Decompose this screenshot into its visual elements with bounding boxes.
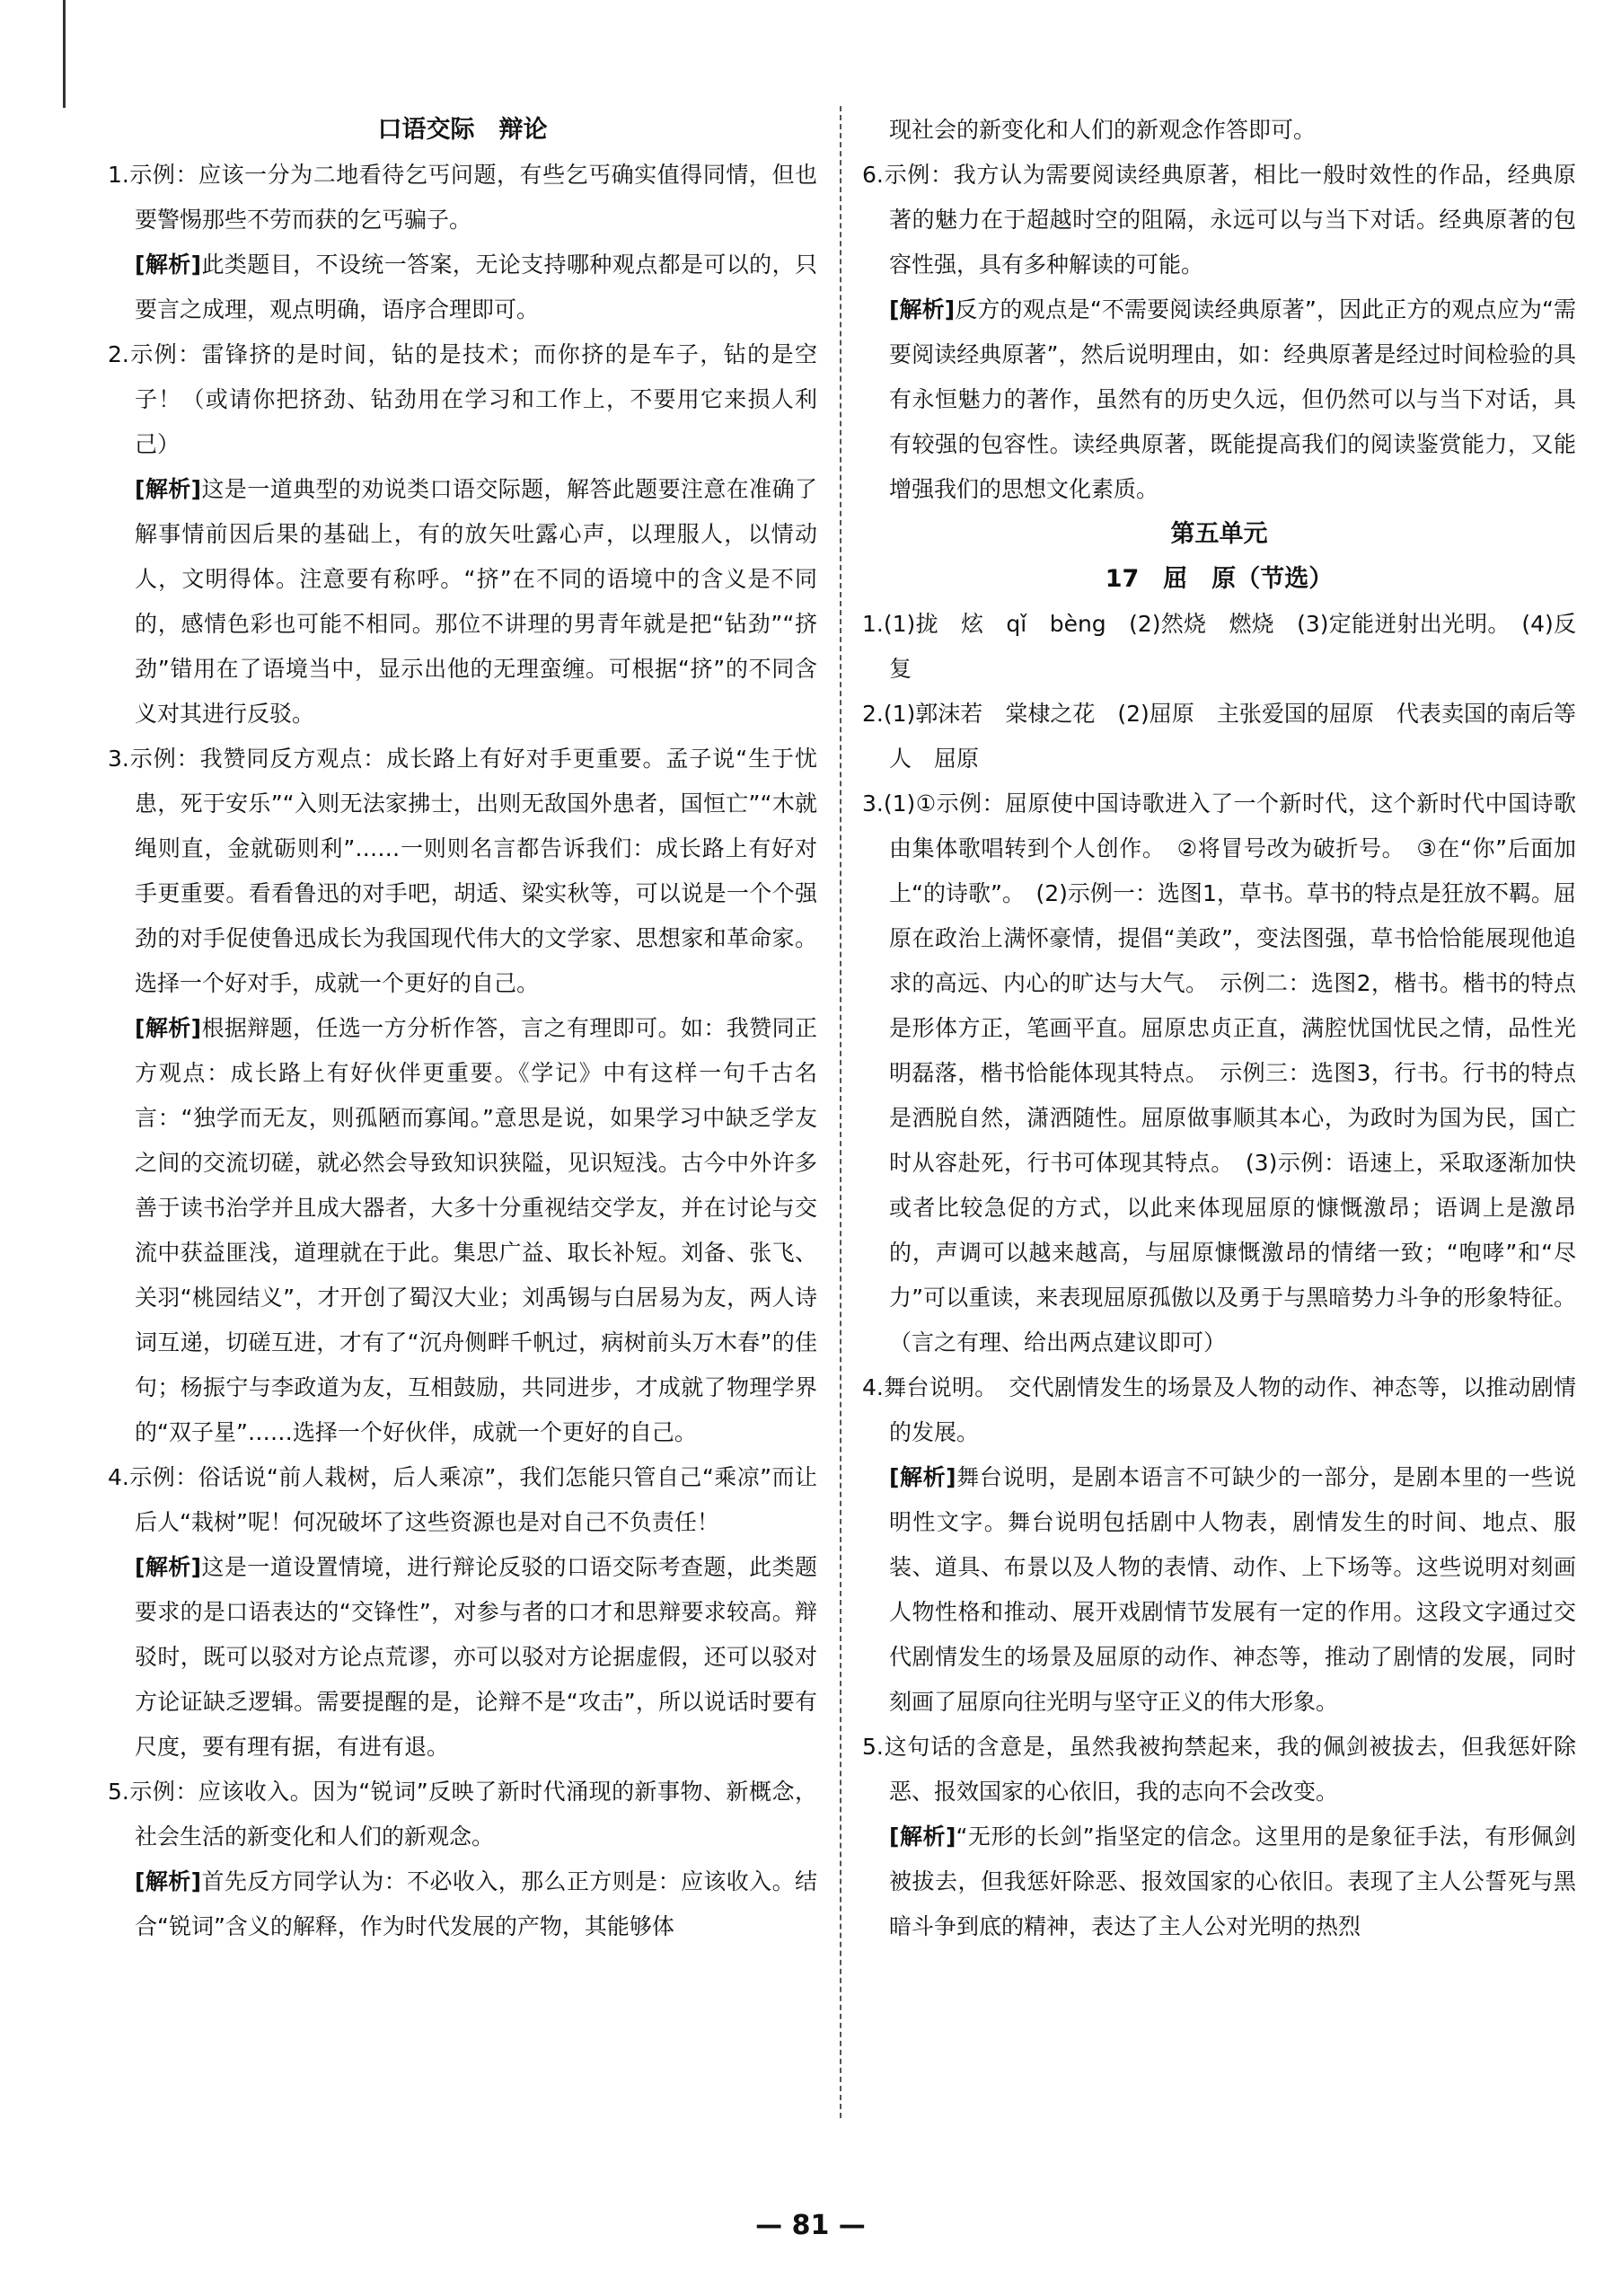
analysis-text: 反方的观点是“不需要阅读经典原著”，因此正方的观点应为“需要阅读经典原著”，然后说明理由，如：经典原著是经过时间检验的具有永恒魅力的著作，虽然有的历史久远，但仍然可以与当下对话，具有较强的包容性。读经典原著，既能提高我们的阅读鉴赏能力，又能增强我们的思想文化素质。 <box>889 296 1577 502</box>
analysis-text: 这是一道设置情境，进行辩论反驳的口语交际考查题，此类题要求的是口语表达的“交锋性”，对参与者的口才和思辩要求较高。辩驳时，既可以驳对方论点荒谬，亦可以驳对方论据虚假，还可以驳对方论证缺乏逻辑。需要提醒的是，论辩不是“攻击”，所以说话时要有尺度，要有理有据，有进有退。 <box>135 1554 817 1760</box>
answer-item <box>108 737 817 1006</box>
analysis <box>108 1006 817 1455</box>
analysis-continued: 现社会的新变化和人们的新观念作答即可。 <box>889 117 1317 143</box>
analysis <box>862 287 1576 512</box>
analysis-text: 根据辩题，任选一方分析作答，言之有理即可。如：我赞同正方观点：成长路上有好伙伴更重要。《学记》中有这样一句千古名言：“独学而无友，则孤陋而寡闻。”意思是说，如果学习中缺乏学友之间的交流切磋，就必然会导致知识狭隘，见识短浅。古今中外许多善于读书治学并且成大器者，大多十分重视结交学友，并在讨论与交流中获益匪浅，道理就在于此。集思广益、取长补短。刘备、张飞、关羽“桃园结义”，才开创了蜀汉大业；刘禹锡与白居易为友，两人诗词互递，切磋互进，才有了“沉舟侧畔千帆过，病树前头万木春”的佳句；杨振宁与李政道为友，互相鼓励，共同进步，才成就了物理学界的“双子星”……选择一个好伙伴，成就一个更好的自己。 <box>135 1015 817 1445</box>
analysis-text: 这是一道典型的劝说类口语交际题，解答此题要注意在准确了解事情前因后果的基础上，有的放矢吐露心声，以理服人，以情动人，文明得体。注意要有称呼。“挤”在不同的语境中的含义是不同的，感情色彩也可能不相同。那位不讲理的男青年就是把“钻劲”“挤劲”错用在了语境当中，显示出他的无理蛮缠。可根据“挤”的不同含义对其进行反驳。 <box>135 476 817 727</box>
item-number: 6. <box>862 162 884 188</box>
analysis-text: “无形的长剑”指坚定的信念。这里用的是象征手法，有形佩剑被拔去，但我惩奸除恶、报效国家的心依旧。表现了主人公誓死与黑暗斗争到底的精神，表达了主人公对光明的热烈 <box>889 1824 1577 1939</box>
analysis <box>862 1455 1576 1725</box>
item-number: 3. <box>108 746 129 772</box>
analysis-tag: [解析] <box>889 1464 956 1490</box>
answer-item <box>108 153 817 243</box>
answer-text: 示例：我赞同反方观点：成长路上有好对手更重要。孟子说“生于忧患，死于安乐”“入则无法家拂士，出则无敌国外患者，国恒亡”“木就绳则直，金就砺则利”……一则则名言都告诉我们：成长路上有好对手更重要。看看鲁迅的对手吧，胡适、梁实秋等，可以说是一个个强劲的对手促使鲁迅成长为我国现代伟大的文学家、思想家和革命家。选择一个好对手，成就一个更好的自己。 <box>128 746 817 996</box>
item-number: 1. <box>108 162 129 188</box>
analysis-text: 首先反方同学认为：不必收入，那么正方则是：应该收入。结合“锐词”含义的解释，作为时代发展的产物，其能够体 <box>135 1868 817 1939</box>
analysis-tag: [解析] <box>135 1554 202 1580</box>
answer-item <box>862 782 1576 1365</box>
answer-text: (1)郭沫若 棠棣之花 (2)屈原 主张爱国的屈原 代表卖国的南后等人 屈原 <box>883 701 1576 772</box>
answer-text: (1)①示例：屈原使中国诗歌进入了一个新时代，这个新时代中国诗歌由集体歌唱转到个人创作。 ②将冒号改为破折号。 ③在“你”后面加上“的诗歌”。 (2)示例一：选图1，草书。草书的特点是狂放不羁。屈原在政治上满怀豪情，提倡“美政”，变法图强，草书恰恰能展现他追求的高远、内心的旷达与大气。 示例二：选图2，楷书。楷书的特点是形体方正，笔画平直。屈原忠贞正直，满腔忧国忧民之情，品性光明磊落，楷书恰能体现其特点。 示例三：选图3，行书。行书的特点是洒脱自然，潇洒随性。屈原做事顺其本心，为政时为国为民，国亡时从容赴死，行书可体现其特点。 (3)示例：语速上，采取逐渐加快或者比较急促的方式，以此来体现屈原的慷慨激昂；语调上是激昂的，声调可以越来越高，与屈原慷慨激昂的情绪一致；“咆哮”和“尽力”可以重读，来表现屈原孤傲以及勇于与黑暗势力斗争的形象特征。（言之有理、给出两点建议即可） <box>883 790 1576 1356</box>
answer-item <box>862 1365 1576 1455</box>
analysis-text: 此类题目，不设统一答案，无论支持哪种观点都是可以的，只要言之成理，观点明确，语序合理即可。 <box>135 252 817 322</box>
answer-item <box>862 602 1576 692</box>
item-number: 4. <box>108 1464 129 1490</box>
answer-item <box>108 1455 817 1545</box>
right-column <box>862 108 1576 1949</box>
analysis-tag: [解析] <box>135 1868 202 1894</box>
answer-text: 示例：雷锋挤的是时间，钻的是技术；而你挤的是车子，钻的是空子！（或请你把挤劲、钻劲用在学习和工作上，不要用它来损人利己） <box>128 341 817 457</box>
unit-title: 第五单元 <box>1170 520 1268 548</box>
answer-text: 示例：应该收入。因为“锐词”反映了新时代涌现的新事物、新概念，社会生活的新变化和人们的新观念。 <box>128 1779 817 1850</box>
binding-line <box>63 0 66 108</box>
answer-text: (1)拢 炫 qǐ bèng (2)然烧 燃烧 (3)定能迸射出光明。 (4)反复 <box>883 611 1576 682</box>
section-title: 口语交际 辩论 <box>377 116 548 144</box>
lesson-title: 17 屈 原（节选） <box>1105 565 1334 593</box>
item-number: 1. <box>862 611 884 637</box>
answer-text: 示例：我方认为需要阅读经典原著，相比一般时效性的作品，经典原著的魅力在于超越时空的阻隔，永远可以与当下对话。经典原著的包容性强，具有多种解读的可能。 <box>883 162 1576 278</box>
analysis-tag: [解析] <box>135 1015 202 1041</box>
analysis <box>862 1815 1576 1949</box>
answer-text: 这句话的含意是，虽然我被拘禁起来，我的佩剑被拔去，但我惩奸除恶、报效国家的心依旧，我的志向不会改变。 <box>883 1734 1576 1805</box>
item-number: 2. <box>108 341 129 367</box>
answer-item <box>862 692 1576 782</box>
item-number: 2. <box>862 701 884 727</box>
page-number: — 81 — <box>755 2210 866 2241</box>
item-number: 5. <box>862 1734 884 1760</box>
answer-item <box>108 1770 817 1859</box>
answer-item <box>862 153 1576 287</box>
item-number: 4. <box>862 1374 884 1400</box>
analysis <box>108 243 817 332</box>
answer-text: 示例：俗话说“前人栽树，后人乘凉”，我们怎能只管自己“乘凉”而让后人“栽树”呢！何况破坏了这些资源也是对自己不负责任！ <box>128 1464 817 1535</box>
analysis-tag: [解析] <box>889 1824 956 1850</box>
analysis <box>108 467 817 737</box>
left-column <box>108 108 817 1949</box>
analysis-tag: [解析] <box>889 296 956 322</box>
analysis-tag: [解析] <box>135 252 202 278</box>
analysis <box>108 1859 817 1949</box>
analysis-text: 舞台说明，是剧本语言不可缺少的一部分，是剧本里的一些说明性文字。舞台说明包括剧中人物表，剧情发生的时间、地点、服装、道具、布景以及人物的表情、动作、上下场等。这些说明对刻画人物性格和推动、展开戏剧情节发展有一定的作用。这段文字通过交代剧情发生的场景及屈原的动作、神态等，推动了剧情的发展，同时刻画了屈原向往光明与坚守正义的伟大形象。 <box>889 1464 1576 1715</box>
item-number: 5. <box>108 1779 129 1805</box>
column-divider <box>840 106 841 2118</box>
item-number: 3. <box>862 790 884 817</box>
answer-text: 示例：应该一分为二地看待乞丐问题，有些乞丐确实值得同情，但也要警惕那些不劳而获的乞丐骗子。 <box>128 162 817 233</box>
answer-item <box>862 1725 1576 1815</box>
answer-item <box>108 332 817 467</box>
answer-text: 舞台说明。 交代剧情发生的场景及人物的动作、神态等，以推动剧情的发展。 <box>883 1374 1576 1445</box>
analysis-tag: [解析] <box>135 476 202 502</box>
analysis <box>108 1545 817 1770</box>
